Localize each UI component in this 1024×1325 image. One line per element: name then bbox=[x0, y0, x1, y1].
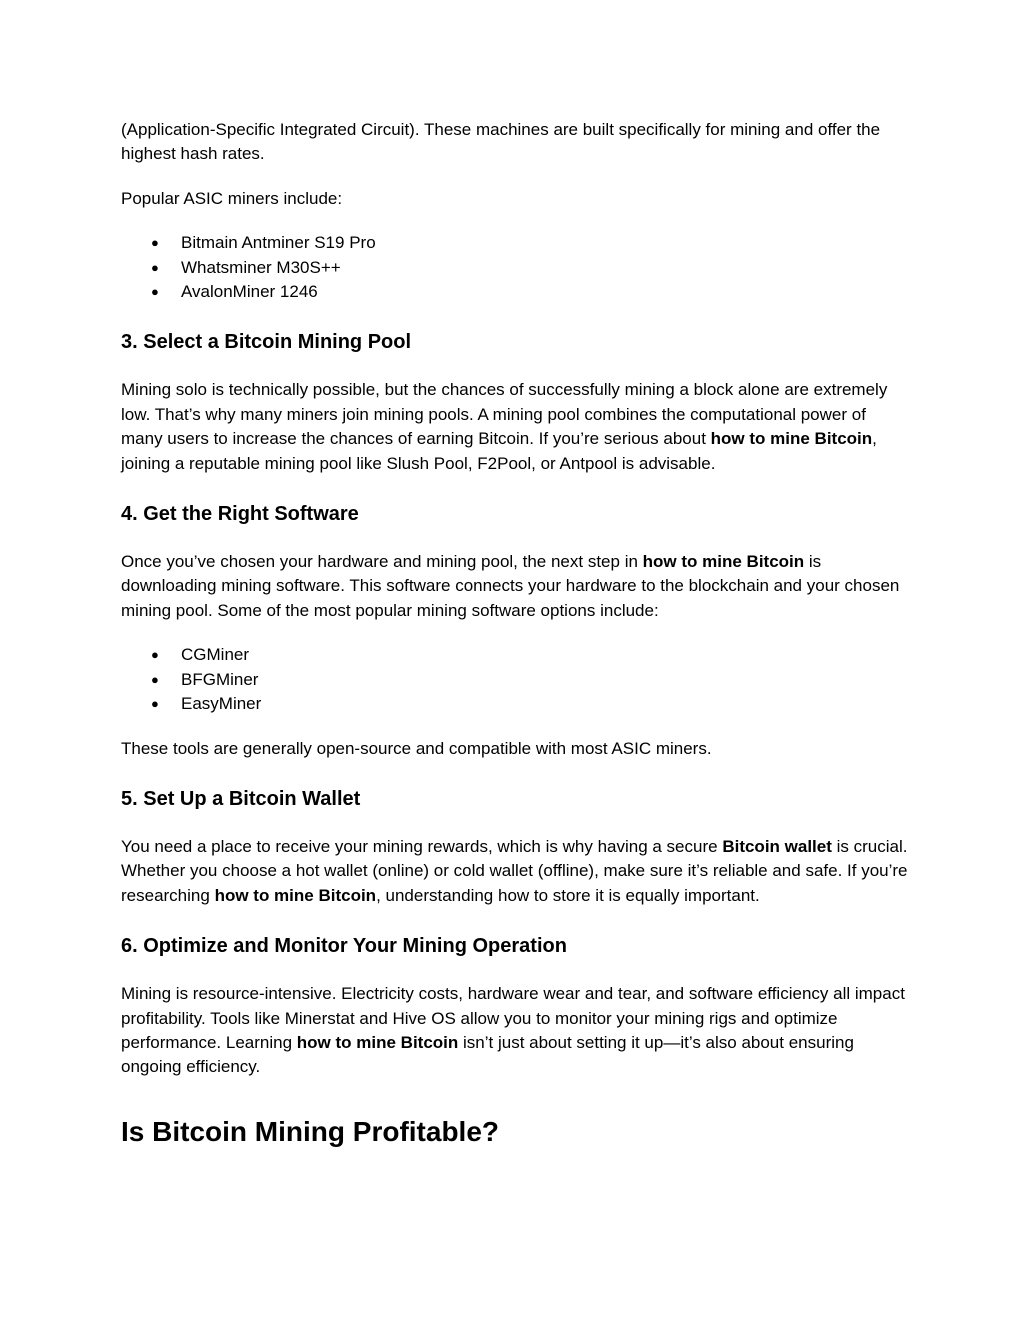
bullet-icon: ● bbox=[151, 284, 159, 300]
list-item: ● BFGMiner bbox=[121, 668, 911, 692]
optimize-paragraph: Mining is resource-intensive. Electricity costs, hardware wear and tear, and software efficiency all impact profitability. Tools like Minerstat and Hive OS allow you to monitor your mining rigs and optimize performance. Learning how to mine Bitcoin isn’t just about setting it up—it’s also about ensuring ongoing efficiency. bbox=[121, 984, 905, 1077]
keyword-bold: how to mine Bitcoin bbox=[710, 429, 873, 449]
intro-paragraph: (Application-Specific Integrated Circuit). These machines are built specifically for mining and offer the highest hash rates. bbox=[121, 120, 881, 164]
section-heading-optimize: 6. Optimize and Monitor Your Mining Operation bbox=[121, 935, 567, 958]
section-heading-mining-pool: 3. Select a Bitcoin Mining Pool bbox=[121, 331, 412, 354]
list-item: ● Bitmain Antminer S19 Pro bbox=[121, 231, 911, 255]
section-heading-wallet: 5. Set Up a Bitcoin Wallet bbox=[121, 787, 361, 810]
list-item: ● EasyMiner bbox=[121, 692, 911, 716]
wallet-paragraph: You need a place to receive your mining rewards, which is why having a secure Bitcoin wallet is crucial. Whether you choose a hot wallet (online) or cold wallet (offline), make sure it’s reliable and safe. If you’re researching how to mine Bitcoin, understanding how to store it is equally important. bbox=[121, 836, 908, 905]
keyword-bold: Bitcoin wallet bbox=[722, 836, 832, 856]
asic-miner-list bbox=[121, 231, 911, 304]
keyword-bold: how to mine Bitcoin bbox=[296, 1032, 459, 1052]
bullet-icon: ● bbox=[151, 671, 159, 687]
software-note: These tools are generally open-source and compatible with most ASIC miners. bbox=[121, 738, 712, 758]
section-heading-software: 4. Get the Right Software bbox=[121, 503, 359, 526]
mining-pool-paragraph: Mining solo is technically possible, but the chances of successfully mining a block alone are extremely low. That’s why many miners join mining pools. A mining pool combines the computational power of many users to increase the chances of earning Bitcoin. If you’re serious about how to mine Bitcoin, joining a reputable mining pool like Slush Pool, F2Pool, or Antpool is advisable. bbox=[121, 380, 888, 473]
document-content bbox=[121, 118, 911, 1149]
profitability-heading: Is Bitcoin Mining Profitable? bbox=[121, 1115, 499, 1147]
keyword-bold: how to mine Bitcoin bbox=[642, 552, 805, 572]
list-item: ● Whatsminer M30S++ bbox=[121, 256, 911, 280]
list-item: ● CGMiner bbox=[121, 643, 911, 667]
software-paragraph: Once you’ve chosen your hardware and mining pool, the next step in how to mine Bitcoin is downloading mining software. This software connects your hardware to the blockchain and your chosen mining pool. Some of the most popular mining software options include: bbox=[121, 552, 900, 620]
bullet-icon: ● bbox=[151, 235, 159, 251]
bullet-icon: ● bbox=[151, 696, 159, 712]
bullet-icon: ● bbox=[151, 259, 159, 275]
keyword-bold: how to mine Bitcoin bbox=[214, 885, 377, 905]
popular-asic-label: Popular ASIC miners include: bbox=[121, 188, 343, 208]
mining-software-list bbox=[121, 643, 911, 716]
list-item: ● AvalonMiner 1246 bbox=[121, 280, 911, 304]
bullet-icon: ● bbox=[151, 647, 159, 663]
